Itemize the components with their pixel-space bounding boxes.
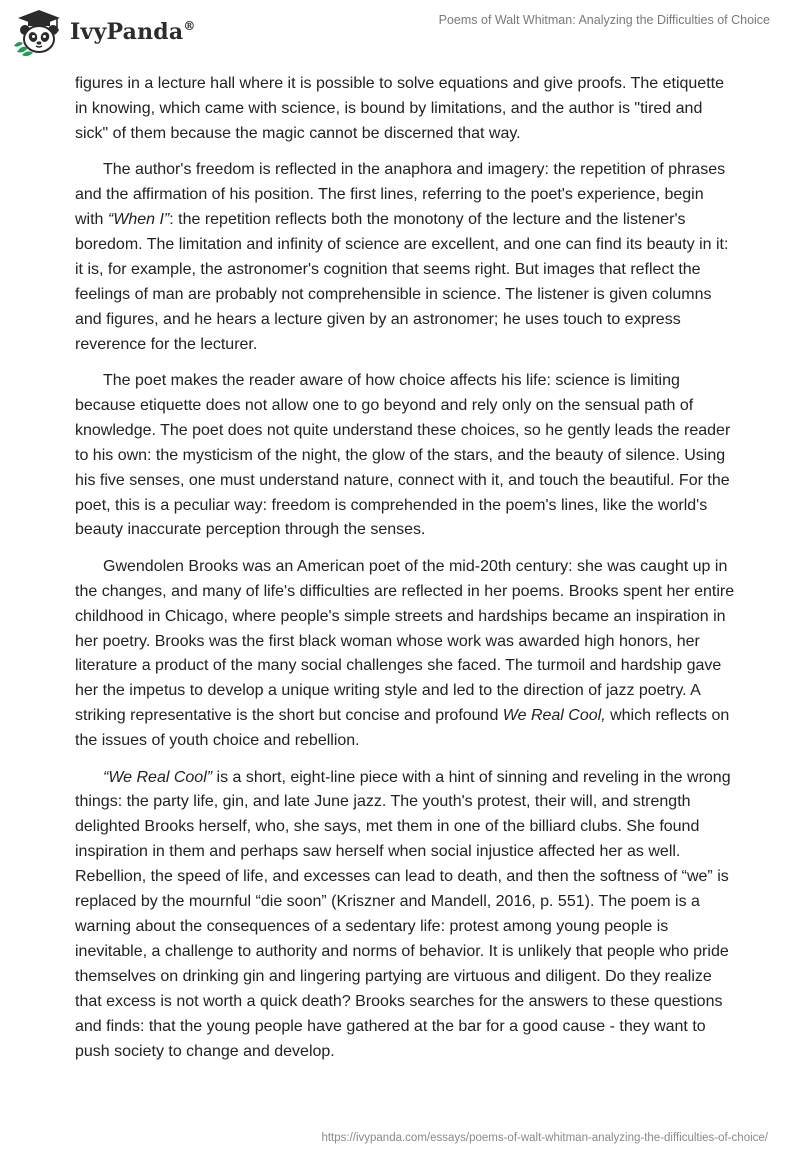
italic-text: We Real Cool,	[502, 707, 606, 725]
essay-paragraph	[75, 766, 735, 1065]
paragraph-text: figures in a lecture hall where it is possible to solve equations and give proofs. The etiquette in knowing, which came with science, is bound by limitations, and the author is "tired and sick" of them because the magic cannot be discerned that way.	[75, 75, 724, 142]
page-header	[0, 0, 800, 60]
paragraph-text: The author's freedom is reflected in the anaphora and imagery: the repetition of phrases and the affirmation of his position. The first lines, referring to the poet's experience, begin with	[75, 161, 726, 229]
essay-paragraph	[75, 369, 735, 543]
essay-paragraph	[75, 72, 735, 147]
essay-paragraph	[75, 555, 735, 754]
paragraph-text: Gwendolen Brooks was an American poet of the mid-20th century: she was caught up in the changes, and many of life's difficulties are reflected in her poems. Brooks spent her entire childhood in Chicago, where people's simple streets and hardships became an inspiration in her poetry. Brooks was the first black woman whose work was awarded high honors, her literature a product of the many social challenges she faced. The turmoil and hardship gave her the impetus to develop a unique writing style and led to the direction of jazz poetry. A striking representative is the short but concise and profound	[75, 557, 735, 725]
ivypanda-logo-link[interactable]	[14, 8, 196, 56]
source-url-link[interactable]: https://ivypanda.com/essays/poems-of-walt-whitman-analyzing-the-difficulties-of-choice/	[321, 1132, 768, 1144]
document-title: Poems of Walt Whitman: Analyzing the Difficulties of Choice	[438, 13, 770, 27]
italic-text: “When I”	[107, 211, 170, 229]
brand-name-text: IvyPanda	[70, 19, 184, 45]
essay-body	[75, 72, 735, 1076]
paragraph-text: : the repetition reflects both the monotony of the lecture and the listener's boredom. The limitation and infinity of science are excellent, and one can find its beauty in it: it is, for example, the astronomer's cognition that seems right. But images that reflect the feelings of man are probably not comprehensible in science. The listener is given columns and figures, and he hears a lecture given by an astronomer; he uses touch to express reverence for the lecturer.	[75, 211, 729, 353]
essay-paragraph	[75, 158, 735, 357]
paragraph-text: is a short, eight-line piece with a hint of sinning and reveling in the wrong things: the party life, gin, and late June jazz. The youth's protest, their will, and strength delighted Brooks herself, who, she says, met them in one of the billiard clubs. She found inspiration in them and perhaps saw herself when social injustice affected her as well. Rebellion, the speed of life, and excesses can lead to death, and then the softness of “we” is replaced by the mournful “die soon” (Kriszner and Mandell, 2016, p. 551). The poem is a warning about the consequences of a sedentary life: protest among young people is inevitable, a challenge to authority and norms of behavior. It is unlikely that people who pride themselves on drinking gin and lingering partying are virtuous and diligent. Do they realize that excess is not worth a quick death? Brooks searches for the answers to these questions and finds: that the young people have gathered at the bar for a good cause - they want to push society to change and develop.	[75, 768, 731, 1060]
panda-graduation-cap-icon	[14, 8, 64, 56]
brand-name	[70, 19, 196, 45]
paragraph-text: The poet makes the reader aware of how choice affects his life: science is limiting because etiquette does not allow one to go beyond and rely only on the sensual path of knowledge. The poet does not quite understand these choices, so he gently leads the reader to his own: the mysticism of the night, the glow of the stars, and the beauty of silence. Using his five senses, one must understand nature, connect with it, and touch the beautiful. For the poet, this is a peculiar way: freedom is comprehended in the poem's lines, like the world's beauty inaccurate perception through the senses.	[75, 371, 731, 539]
italic-text: “We Real Cool”	[103, 768, 213, 786]
trademark-symbol: ®	[183, 19, 196, 33]
paragraph-text: which reflects on the issues of youth choice and rebellion.	[75, 707, 730, 750]
